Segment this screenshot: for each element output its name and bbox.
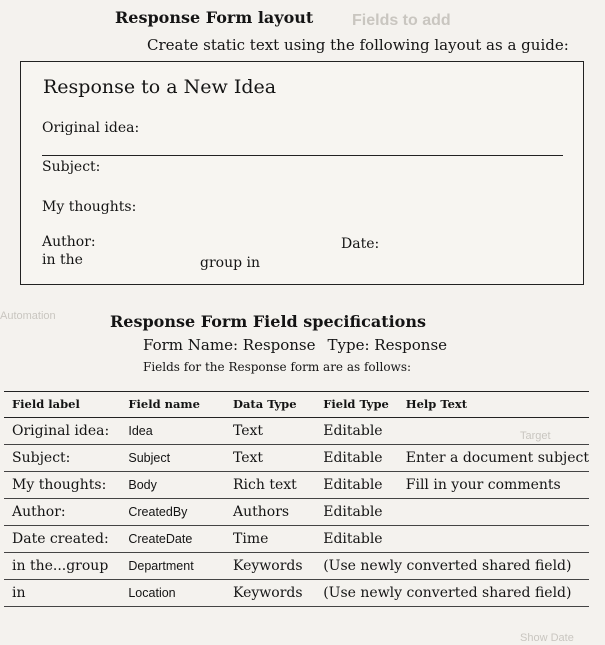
table-row xyxy=(4,499,589,526)
spec-heading: Response Form Field specifications xyxy=(110,312,426,331)
help-text-cell xyxy=(406,499,589,526)
data-type-cell: Text xyxy=(233,445,323,472)
divider-line xyxy=(42,155,563,156)
field-type-cell: Editable xyxy=(323,526,406,553)
field-name-cell: Body xyxy=(128,472,233,499)
data-type-cell: Rich text xyxy=(233,472,323,499)
data-type-cell: Keywords xyxy=(233,580,323,607)
field-label-cell: Author: xyxy=(4,499,128,526)
form-type: Type: Response xyxy=(327,336,448,354)
form-name: Form Name: Response xyxy=(143,336,316,354)
field-spec-table xyxy=(4,391,589,607)
field-type-cell: (Use newly converted shared field) xyxy=(323,553,589,580)
table-row xyxy=(4,526,589,553)
bleed-through-text: Automation xyxy=(0,310,56,322)
help-text-cell xyxy=(406,526,589,553)
data-type-cell: Authors xyxy=(233,499,323,526)
field-label-cell: in the...group xyxy=(4,553,128,580)
field-label-cell: Subject: xyxy=(4,445,128,472)
field-name-cell: CreateDate xyxy=(128,526,233,553)
table-row xyxy=(4,580,589,607)
header-field-name: Field name xyxy=(128,391,233,418)
field-type-cell: (Use newly converted shared field) xyxy=(323,580,589,607)
header-field-type: Field Type xyxy=(323,391,406,418)
field-label-cell: in xyxy=(4,580,128,607)
form-name-type-line xyxy=(143,336,447,354)
table-row xyxy=(4,472,589,499)
help-text-cell xyxy=(406,418,589,445)
bleed-through-text: Show Date xyxy=(520,632,574,644)
field-type-cell: Editable xyxy=(323,499,406,526)
data-type-cell: Keywords xyxy=(233,553,323,580)
my-thoughts-label: My thoughts: xyxy=(42,199,137,215)
field-name-cell: Idea xyxy=(128,418,233,445)
header-field-label: Field label xyxy=(4,391,128,418)
field-type-cell: Editable xyxy=(323,472,406,499)
field-label-cell: Date created: xyxy=(4,526,128,553)
bleed-through-text: Target xyxy=(520,430,551,442)
form-layout-box xyxy=(20,61,584,285)
field-name-cell: Location xyxy=(128,580,233,607)
field-label-cell: Original idea: xyxy=(4,418,128,445)
in-the-label: in the xyxy=(42,252,83,268)
field-name-cell: Department xyxy=(128,553,233,580)
author-label: Author: xyxy=(42,234,96,250)
date-label: Date: xyxy=(341,236,380,252)
table-header-row xyxy=(4,391,589,418)
header-data-type: Data Type xyxy=(233,391,323,418)
form-title: Response to a New Idea xyxy=(43,76,277,98)
group-in-label: group in xyxy=(200,255,261,271)
original-idea-label: Original idea: xyxy=(42,120,140,136)
field-type-cell: Editable xyxy=(323,445,406,472)
layout-intro: Create static text using the following layout as a guide: xyxy=(147,36,569,54)
table-row xyxy=(4,553,589,580)
field-label-cell: My thoughts: xyxy=(4,472,128,499)
help-text-cell: Enter a document subject xyxy=(406,445,589,472)
field-name-cell: CreatedBy xyxy=(128,499,233,526)
data-type-cell: Text xyxy=(233,418,323,445)
subject-label: Subject: xyxy=(42,159,101,175)
data-type-cell: Time xyxy=(233,526,323,553)
help-text-cell: Fill in your comments xyxy=(406,472,589,499)
header-help-text: Help Text xyxy=(406,391,589,418)
bleed-through-text: Fields to add xyxy=(352,12,451,29)
table-row xyxy=(4,445,589,472)
field-type-cell: Editable xyxy=(323,418,406,445)
layout-heading: Response Form layout xyxy=(115,8,314,27)
field-name-cell: Subject xyxy=(128,445,233,472)
fields-note: Fields for the Response form are as follows: xyxy=(143,360,412,374)
table-row xyxy=(4,418,589,445)
